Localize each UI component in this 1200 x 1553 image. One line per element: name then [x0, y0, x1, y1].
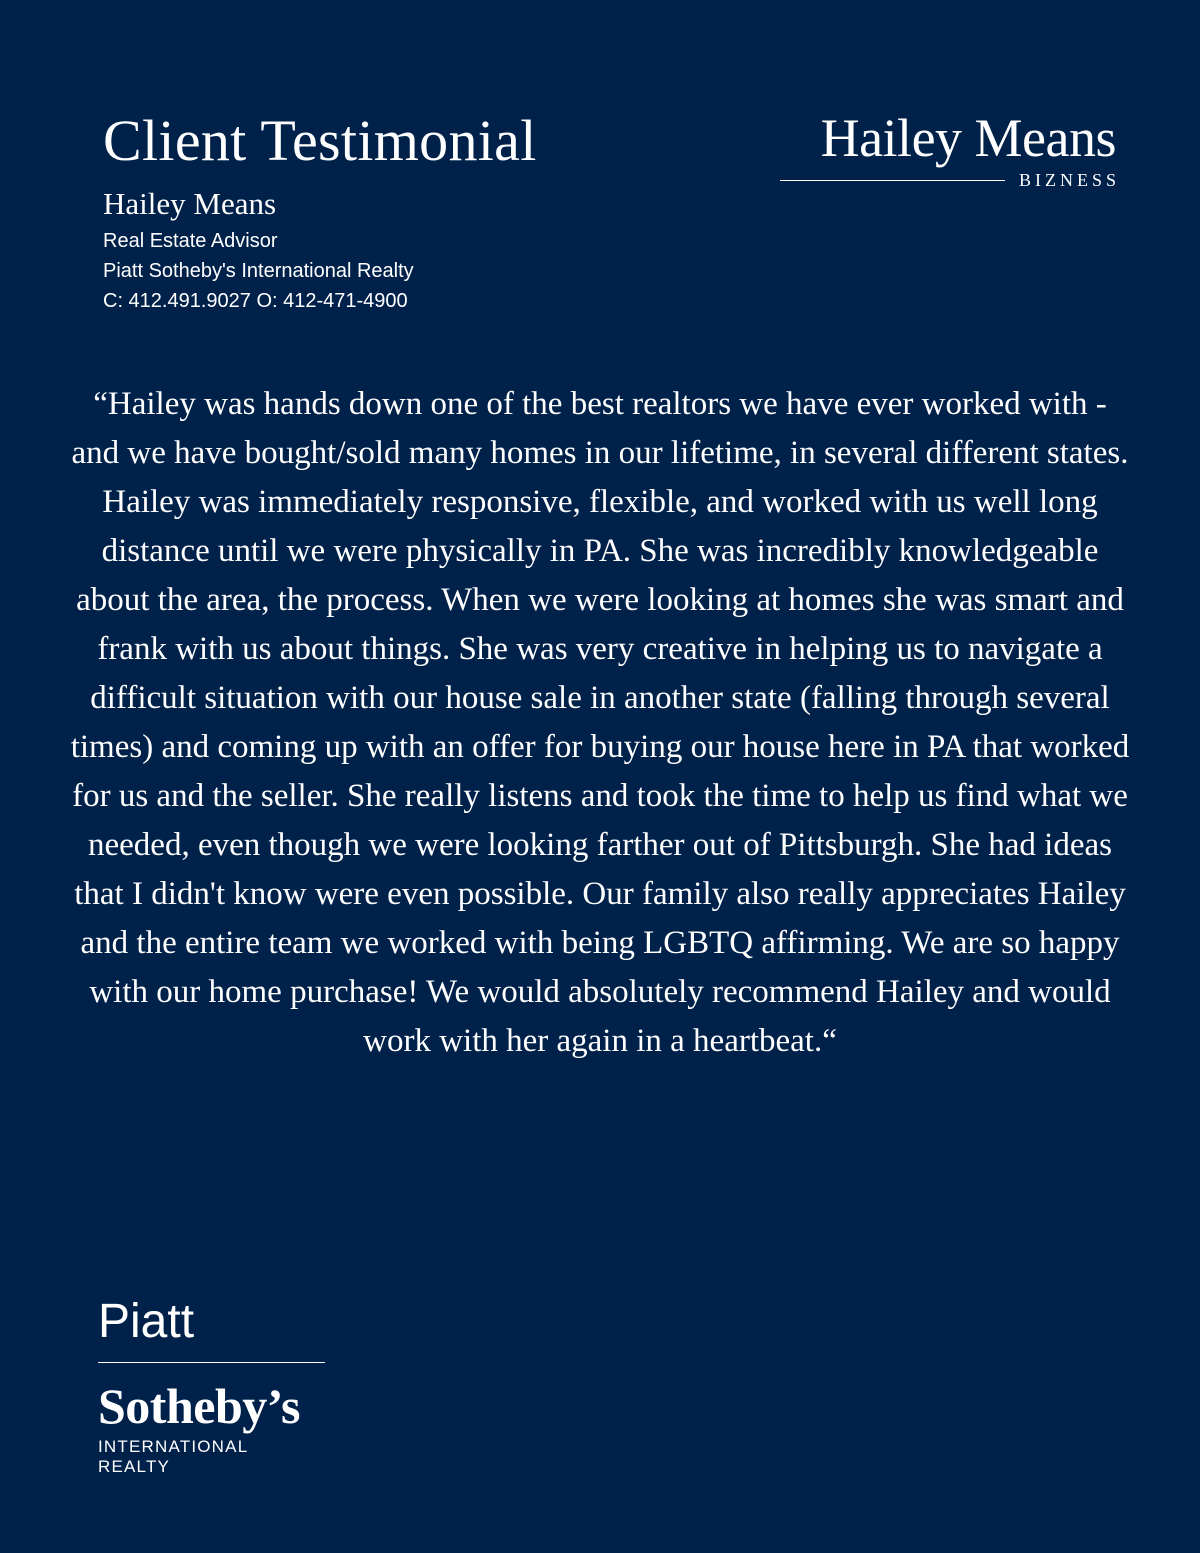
agency-name: Piatt Sotheby's International Realty [103, 260, 414, 282]
logo-piatt: Piatt [98, 1295, 195, 1348]
brand-tagline-row [780, 170, 1120, 190]
brand-name: Hailey Means [820, 108, 1116, 168]
hailey-means-logo [780, 108, 1120, 190]
testimonial-quote: “Hailey was hands down one of the best realtors we have ever worked with - and we have bought/sold many homes in our lifetime, in several different states. Hailey was immediately responsive, flexible, and worked with us well long distance until we were physically in PA. She was incredibly knowledgeable about the area, the process. When we were looking at homes she was smart and frank with us about things. She was very creative in helping us to navigate a difficult situation with our house sale in another state (falling through several times) and coming up with an offer for buying our house here in PA that worked for us and the seller. She really listens and took the time to help us find what we needed, even though we were looking farther out of Pittsburgh. She had ideas that I didn't know were even possible. Our family also really appreciates Hailey and the entire team we worked with being LGBTQ affirming. We are so happy with our home purchase! We would absolutely recommend Hailey and would work with her again in a heartbeat.“ [70, 386, 1130, 1059]
brand-tagline: BIZNESS [1018, 170, 1120, 190]
logo-international-realty: INTERNATIONAL REALTY [98, 1437, 248, 1476]
logo-divider [98, 1362, 325, 1363]
page-title: Client Testimonial [103, 108, 537, 173]
piatt-sothebys-logo [98, 1294, 325, 1477]
agent-name: Hailey Means [103, 186, 277, 221]
agent-header [103, 108, 537, 316]
logo-sothebys: Sotheby’s [98, 1378, 301, 1434]
brand-divider [780, 180, 1005, 181]
agent-role: Real Estate Advisor [103, 230, 278, 252]
phone-numbers: C: 412.491.9027 O: 412-471-4900 [103, 290, 408, 312]
